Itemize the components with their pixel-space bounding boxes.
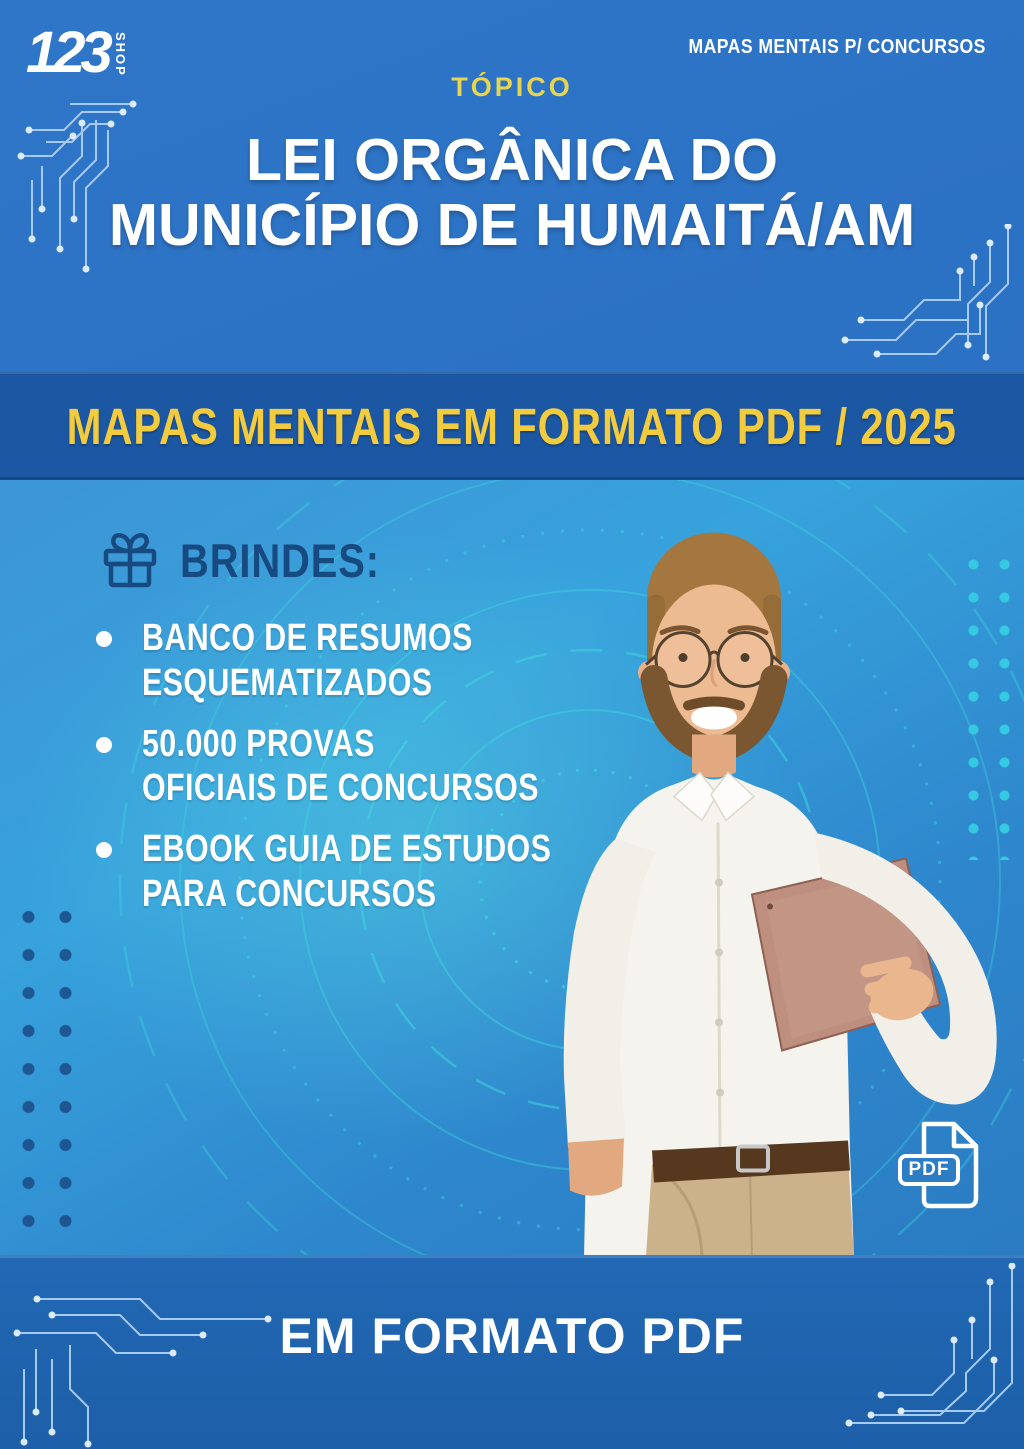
main-section: [0, 480, 1024, 1255]
bottom-bar: [0, 1255, 1024, 1449]
gifts-list: [96, 616, 566, 933]
gift-icon: [98, 530, 162, 590]
gift-item-line: OFICIAIS DE CONCURSOS: [142, 767, 539, 810]
gift-item-line: BANCO DE RESUMOS: [142, 617, 473, 659]
gifts-heading: BRINDES:: [180, 533, 380, 587]
top-section: [0, 0, 1024, 372]
pdf-file-icon: [898, 1118, 986, 1210]
circuit-top-left-icon: [12, 96, 182, 296]
gifts-heading-row: [98, 530, 415, 590]
pdf-badge-label: PDF: [898, 1154, 960, 1186]
list-item: [96, 827, 566, 917]
list-item: [96, 616, 566, 706]
banner-title: MAPAS MENTAIS EM FORMATO PDF / 2025: [67, 397, 957, 455]
circuit-bottom-left-icon: [0, 1289, 300, 1449]
title-line-1: LEI ORGÂNICA DO: [245, 127, 779, 193]
list-item: [96, 722, 566, 812]
gift-item-text: [142, 722, 539, 812]
gift-item-line: 50.000 PROVAS: [142, 722, 375, 765]
header-tagline: MAPAS MENTAIS P/ CONCURSOS: [688, 36, 986, 58]
circuit-bottom-right-icon: [844, 1263, 1024, 1449]
gift-item-line: ESQUEMATIZADOS: [142, 661, 433, 704]
gift-item-text: [142, 616, 473, 706]
circuit-top-right-icon: [840, 224, 1024, 372]
banner: [0, 372, 1024, 480]
gift-item-text: [142, 827, 551, 917]
bullet-dot: [96, 631, 112, 647]
footer-title: EM FORMATO PDF: [279, 1308, 745, 1364]
bullet-dot: [96, 842, 112, 858]
title-line-2: MUNICÍPIO DE HUMAITÁ/AM: [108, 191, 916, 258]
gift-item-line: PARA CONCURSOS: [142, 873, 437, 916]
brand-number: 123: [26, 20, 108, 85]
bullet-dot: [96, 737, 112, 753]
brand-shop-label: SHOP: [112, 32, 128, 77]
gift-item-line: EBOOK GUIA DE ESTUDOS: [142, 828, 552, 871]
topic-kicker: TÓPICO: [451, 72, 573, 102]
dots-grid-left: [10, 898, 84, 1244]
